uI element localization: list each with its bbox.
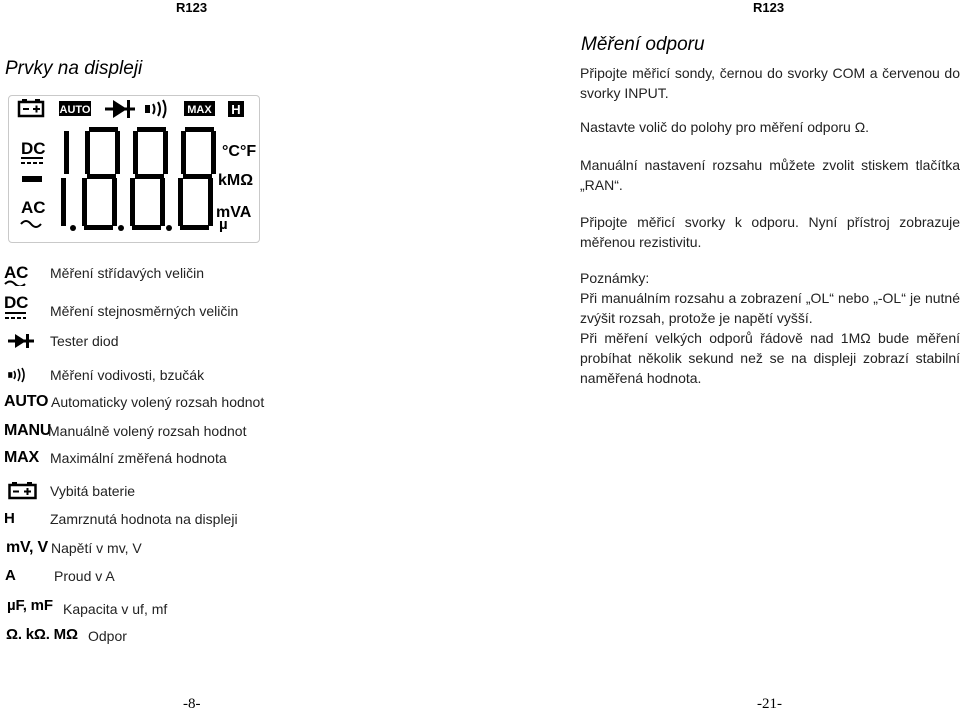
legend-text-current: Proud v A bbox=[54, 568, 115, 584]
battery-icon bbox=[8, 480, 38, 500]
legend-item-buzzer bbox=[4, 364, 304, 386]
legend-item-battery bbox=[4, 480, 304, 502]
legend-text-battery: Vybitá baterie bbox=[50, 483, 136, 499]
paragraph-4: Připojte měřicí svorky k odporu. Nyní přístroj zobrazuje měřenou rezistivitu. bbox=[580, 214, 960, 250]
legend-text-voltage: Napětí v mv, V bbox=[51, 540, 142, 556]
legend-text-capacity: Kapacita v uf, mf bbox=[63, 601, 168, 617]
ac-wave-icon bbox=[4, 280, 26, 286]
lcd-max-label: MAX bbox=[187, 104, 212, 116]
ac-wave bbox=[21, 221, 41, 227]
note-2: Při měření velkých odporů řádově nad 1MΩ bude měření probíhat několik sekund než se na displeji zobrazí stabilní naměřená hodnota. bbox=[580, 330, 960, 386]
lcd-mva-units: mVA bbox=[216, 204, 252, 221]
header-left: R123 bbox=[176, 0, 208, 15]
lcd-auto-label: AUTO bbox=[59, 104, 91, 116]
lcd-graphic bbox=[9, 96, 259, 242]
buzzer-icon bbox=[8, 367, 32, 383]
battery-icon bbox=[19, 99, 43, 116]
notes-heading: Poznámky: bbox=[580, 270, 650, 286]
buzzer-icon bbox=[146, 100, 166, 118]
legend-item-manu bbox=[4, 420, 304, 442]
legend-text-manu: Manuálně volený rozsah hodnot bbox=[48, 423, 247, 439]
lcd-display bbox=[8, 95, 260, 243]
legend-text-buzzer: Měření vodivosti, bzučák bbox=[50, 367, 205, 383]
digit-2 bbox=[82, 127, 124, 231]
page-number-left: -8- bbox=[183, 696, 201, 712]
right-title: Měření odporu bbox=[581, 34, 705, 55]
digit-4 bbox=[178, 127, 216, 230]
hold-icon: H bbox=[4, 510, 15, 527]
current-icon: A bbox=[5, 567, 16, 584]
capacity-icon: µF, mF bbox=[7, 597, 53, 614]
legend-item-auto bbox=[4, 391, 304, 413]
max-icon: MAX bbox=[4, 449, 39, 466]
lcd-temp-units: °C°F bbox=[222, 143, 257, 160]
legend-item-voltage bbox=[4, 537, 304, 559]
digit-3 bbox=[130, 127, 172, 231]
legend-item-resistance bbox=[4, 624, 304, 646]
resistance-icon: Ω. kΩ. MΩ bbox=[6, 626, 78, 643]
legend-text-max: Maximální změřená hodnota bbox=[50, 450, 227, 466]
diode-icon bbox=[8, 333, 34, 349]
minus-sign bbox=[22, 176, 42, 182]
header-right: R123 bbox=[753, 0, 785, 15]
lcd-digits bbox=[61, 127, 216, 231]
legend-item-dc bbox=[4, 293, 304, 322]
legend-item-hold bbox=[4, 508, 304, 530]
left-title: Prvky na displeji bbox=[5, 58, 143, 79]
legend-item-max bbox=[4, 447, 304, 469]
lcd-dc-label: DC bbox=[21, 139, 46, 158]
legend-text-diode: Tester diod bbox=[50, 333, 119, 349]
manu-icon: MANU bbox=[4, 422, 52, 439]
voltage-icon: mV, V bbox=[6, 539, 48, 556]
lcd-micro-unit: µ bbox=[219, 216, 228, 233]
paragraph-2: Nastavte volič do polohy pro měření odporu Ω. bbox=[580, 119, 870, 135]
legend-item-current bbox=[4, 565, 304, 587]
page-number-right: -21- bbox=[757, 696, 782, 712]
lcd-hold-label: H bbox=[231, 102, 241, 117]
legend-item-ac bbox=[4, 262, 304, 284]
auto-icon: AUTO bbox=[4, 393, 49, 410]
legend-text-ac: Měření střídavých veličin bbox=[50, 265, 205, 281]
legend-text-dc: Měření stejnosměrných veličin bbox=[50, 303, 239, 319]
note-1: Při manuálním rozsahu a zobrazení „OL“ nebo „-OL“ je nutné zvýšit rozsah, protože je napětí vyšší. bbox=[580, 290, 960, 326]
legend-text-auto: Automaticky volený rozsah hodnot bbox=[51, 394, 265, 410]
legend-item-diode bbox=[4, 330, 304, 352]
legend-text-resistance: Odpor bbox=[88, 628, 127, 644]
lcd-ac-label: AC bbox=[21, 198, 46, 217]
ac-icon: AC bbox=[4, 263, 29, 282]
lcd-ohm-units: kMΩ bbox=[218, 172, 254, 189]
paragraph-1: Připojte měřicí sondy, černou do svorky COM a červenou do svorky INPUT. bbox=[580, 65, 960, 101]
diode-icon bbox=[105, 100, 135, 118]
paragraph-3: Manuální nastavení rozsahu můžete zvolit stiskem tlačítka „RAN“. bbox=[580, 157, 960, 193]
legend-text-hold: Zamrznutá hodnota na displeji bbox=[50, 511, 238, 527]
dc-icon: DC bbox=[4, 293, 29, 312]
legend-item-capacity bbox=[4, 595, 304, 617]
